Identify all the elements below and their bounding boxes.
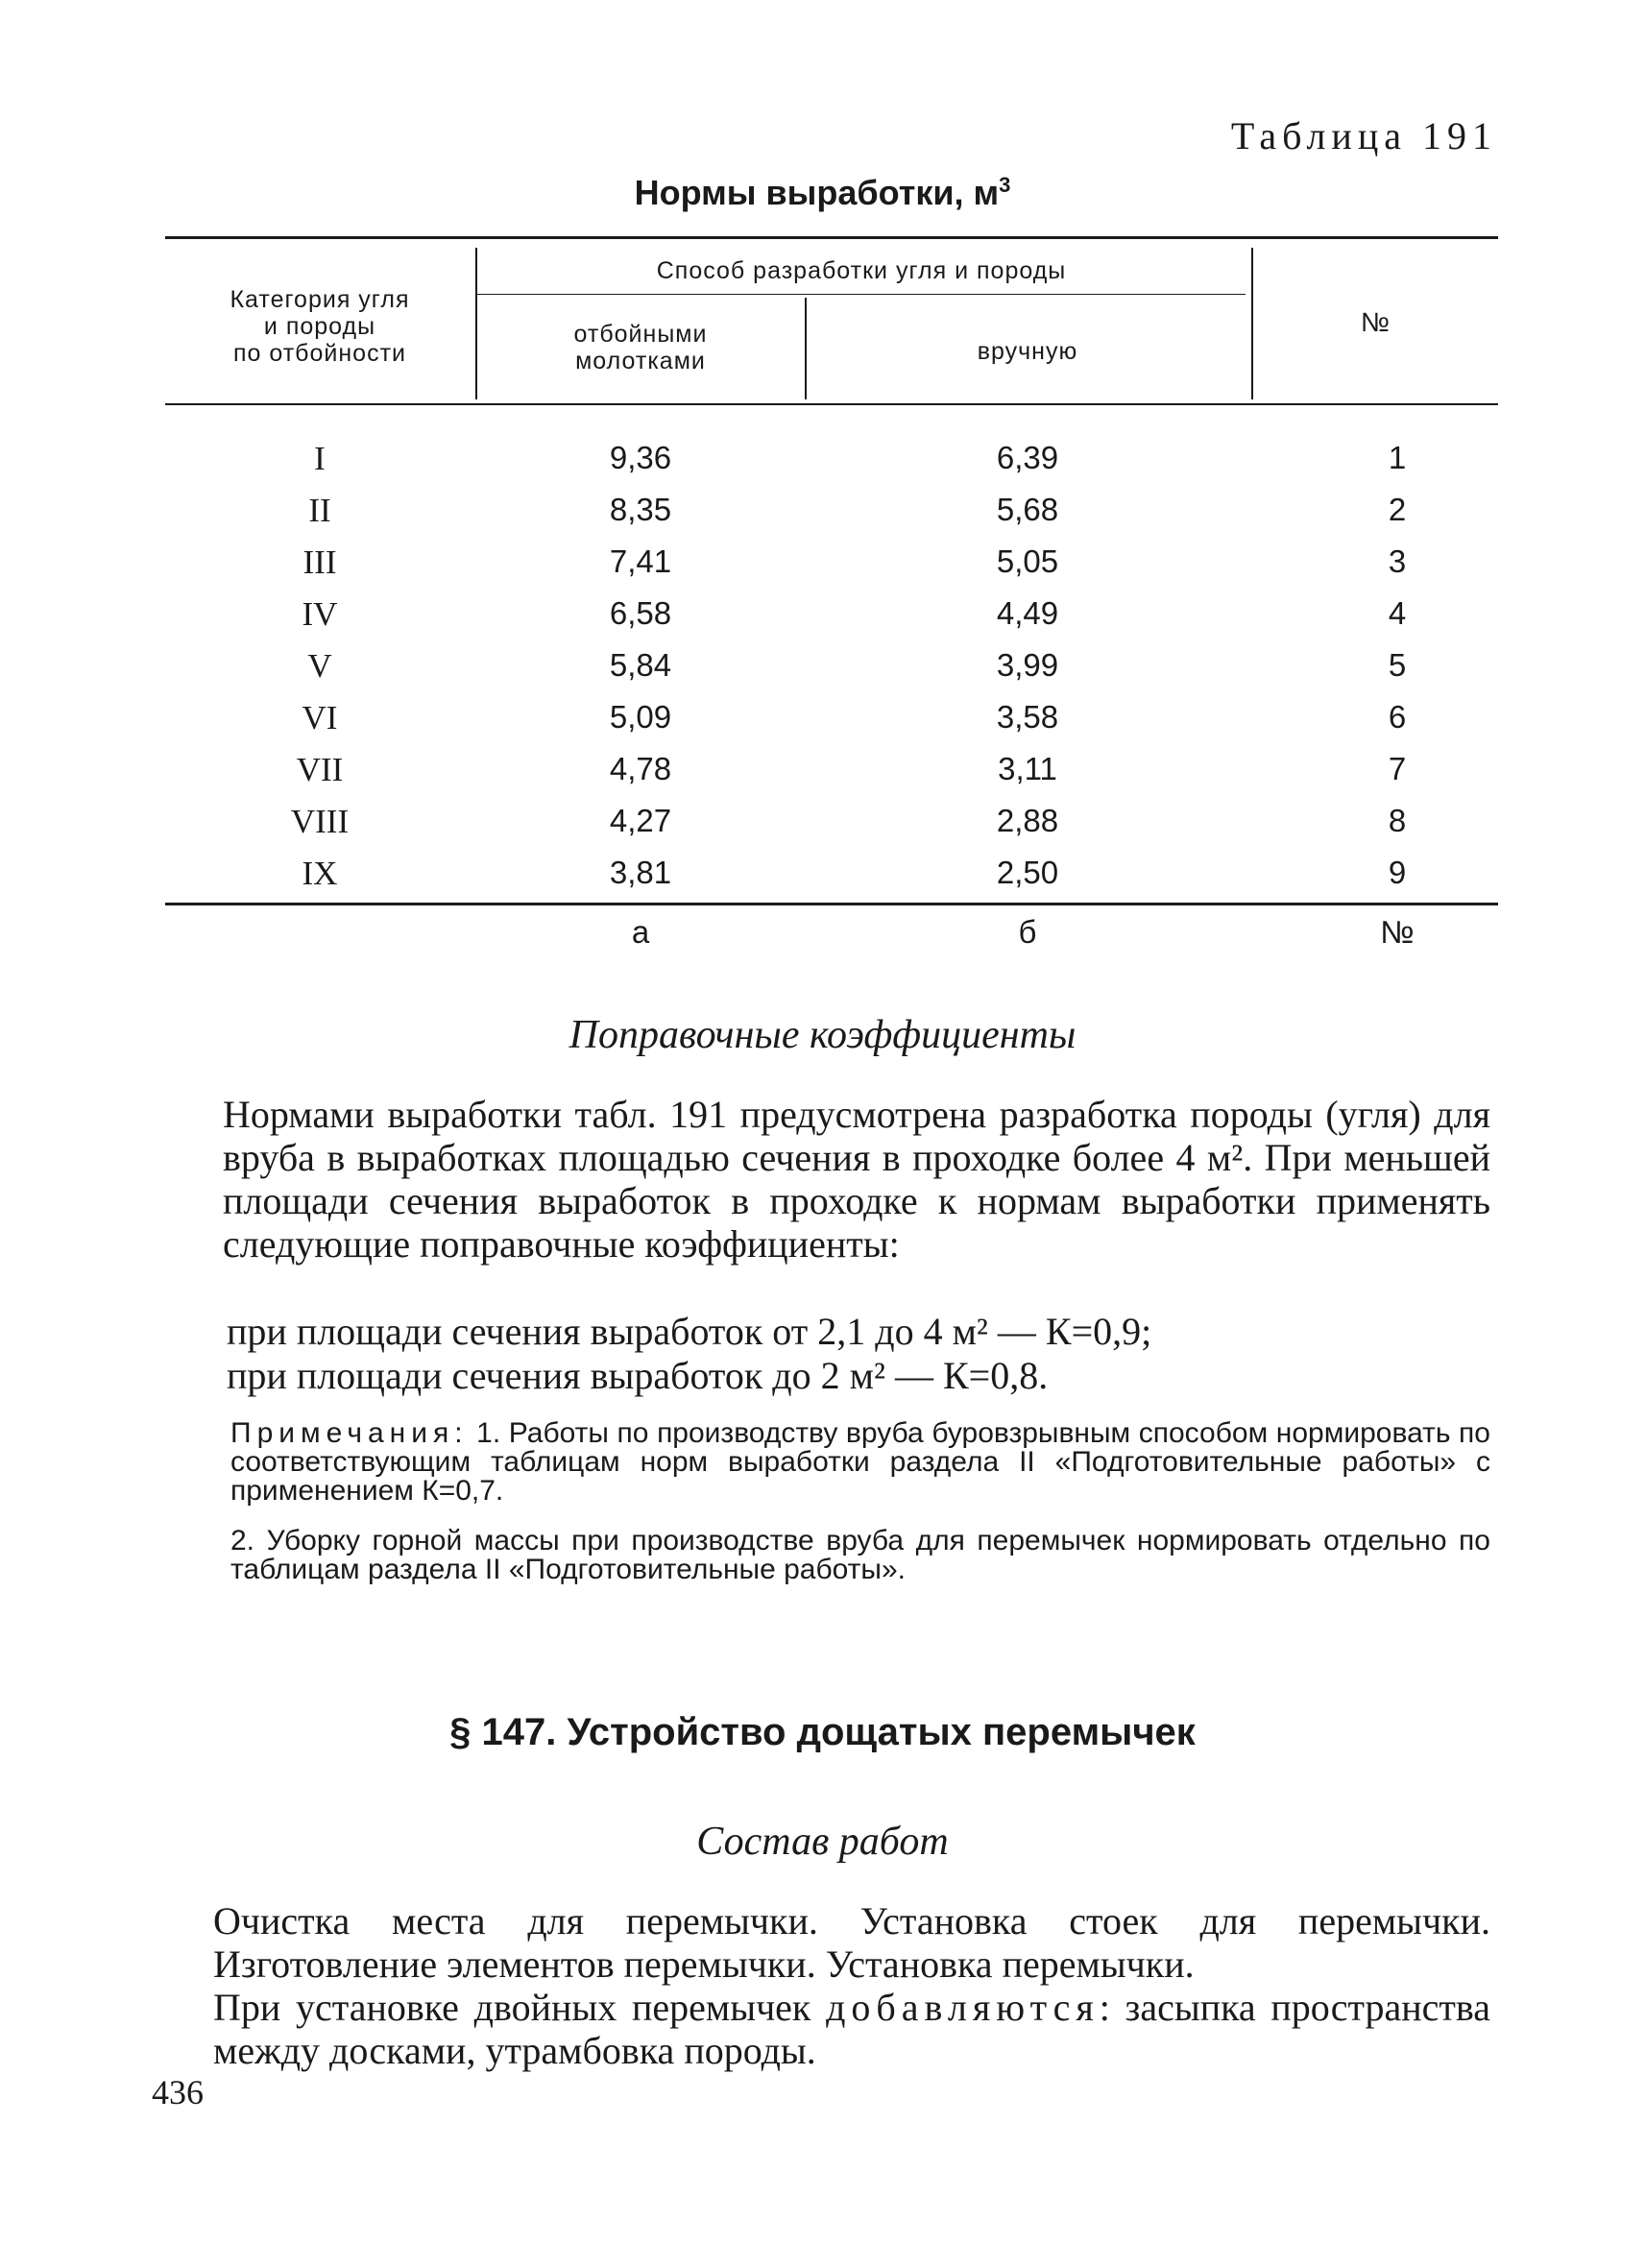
row-number: 5: [1388, 647, 1407, 683]
section-paragraph-2-emphasis: добавляются: [826, 1986, 1100, 2029]
table-top-rule: [165, 236, 1498, 239]
corrections-title: Поправочные коэффициенты: [568, 1013, 1077, 1057]
footer-col-b: б: [1018, 914, 1037, 950]
page-number: 436: [152, 2073, 204, 2111]
row-category: II: [308, 492, 331, 529]
row-value-manual: 5,68: [996, 492, 1059, 527]
row-value-hammers: 5,09: [609, 699, 672, 735]
table-label: Таблица 191: [1230, 114, 1497, 157]
table-body-bottom-rule: [165, 903, 1498, 905]
row-value-manual: 3,99: [996, 647, 1059, 683]
row-number: 6: [1388, 699, 1407, 735]
row-number: 1: [1388, 440, 1407, 475]
section-paragraph-1: Очистка места для перемычки. Установка стоек для перемычки. Изготовление элементов перемычки. Установка перемычки.: [213, 1899, 1490, 1986]
row-value-hammers: 8,35: [609, 492, 672, 527]
section-paragraph-2-start: При установке двойных перемычек: [213, 1986, 827, 2029]
header-method: Способ разработки угля и породы: [656, 257, 1067, 284]
row-number: 4: [1388, 595, 1407, 631]
row-category: IV: [302, 595, 338, 633]
row-category: VI: [302, 699, 338, 736]
header-col-hammers: отбойными молотками: [573, 321, 708, 374]
corrections-paragraph: Нормами выработки табл. 191 предусмотрена разработка породы (угля) для вруба в выработках площадью сечения в проходке более 4 м². При меньшей площади сечения выработок в проходке к нормам выработки применять следующие поправочные коэффициенты:: [223, 1093, 1490, 1266]
table-title-superscript: 3: [999, 173, 1011, 197]
row-value-manual: 5,05: [996, 543, 1059, 579]
row-value-manual: 2,88: [996, 803, 1059, 838]
header-category: Категория угля и породы по отбойности: [230, 286, 410, 367]
row-category: I: [314, 440, 326, 477]
table-header-bottom-rule: [165, 403, 1498, 405]
row-value-manual: 4,49: [996, 595, 1059, 631]
header-col-manual: вручную: [977, 338, 1078, 365]
note-2: 2. Уборку горной массы при производстве вруба для перемычек нормировать отдельно по таблицам раздела II «Подготовительные работы».: [230, 1525, 1490, 1585]
corrections-line-1: при площади сечения выработок от 2,1 до 4 м² — К=0,9;: [227, 1310, 1152, 1353]
row-number: 8: [1388, 803, 1407, 838]
row-value-hammers: 4,27: [609, 803, 672, 838]
method-underline: [477, 294, 1246, 295]
section-subtitle: Состав работ: [696, 1820, 949, 1864]
row-category: VIII: [290, 803, 350, 840]
row-number: 2: [1388, 492, 1407, 527]
row-category: V: [307, 647, 332, 685]
corrections-line-2: при площади сечения выработок до 2 м² — К=0,8.: [227, 1354, 1049, 1397]
table-title-text: Нормы выработки, м: [634, 173, 1000, 212]
note-1: [230, 1419, 1490, 1506]
row-value-manual: 3,58: [996, 699, 1059, 735]
footer-col-number: №: [1380, 914, 1415, 950]
row-number: 9: [1388, 855, 1407, 890]
section-heading: § 147. Устройство дощатых перемычек: [449, 1711, 1196, 1753]
table-title: [0, 173, 1645, 213]
row-category: III: [302, 543, 337, 581]
row-value-hammers: 3,81: [609, 855, 672, 890]
row-value-hammers: 9,36: [609, 440, 672, 475]
row-number: 7: [1388, 751, 1407, 786]
row-value-manual: 6,39: [996, 440, 1059, 475]
row-value-hammers: 4,78: [609, 751, 672, 786]
row-value-manual: 3,11: [998, 751, 1057, 786]
section-paragraph-2: [213, 1986, 1490, 2072]
row-category: VII: [296, 751, 344, 788]
row-value-hammers: 5,84: [609, 647, 672, 683]
row-value-hammers: 7,41: [609, 543, 672, 579]
row-value-manual: 2,50: [996, 855, 1059, 890]
row-value-hammers: 6,58: [609, 595, 672, 631]
row-category: IX: [302, 855, 338, 892]
footer-col-a: а: [631, 914, 650, 950]
row-number: 3: [1388, 543, 1407, 579]
header-col-number: №: [1360, 307, 1391, 337]
section-paragraph-2-end: : засыпка пространства между досками, утрамбовка породы.: [213, 1986, 1491, 2072]
notes-label: Примечания:: [230, 1417, 469, 1449]
note-1-text: 1. Работы по производству вруба буровзрывным способом нормировать по соответствующим таблицам норм выработки раздела II «Подготовительные работы» с применением К=0,7.: [230, 1417, 1490, 1507]
